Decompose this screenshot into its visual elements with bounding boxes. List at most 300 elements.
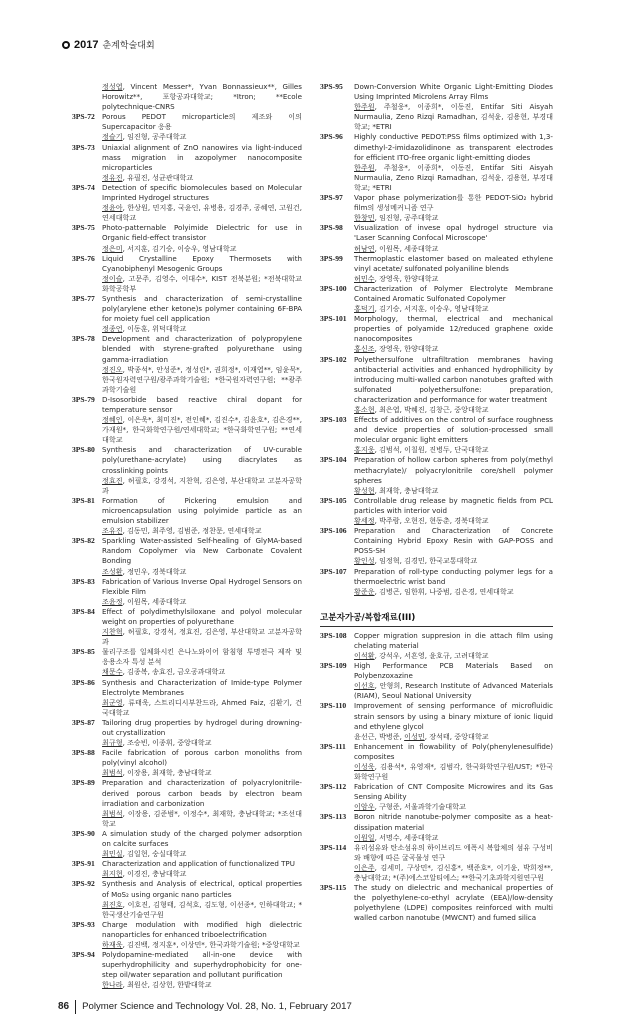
entry-code: 3PS-109 (320, 661, 347, 671)
entry-title: The study on dielectric and mechanical properties of the polyethylene-co-ethyl acrylate (EEA)/low-density polyethylene (LDPE) composites reinforced with multi walled carbon nanotube (MWCNT) and fumed silica (354, 883, 553, 923)
author-affiliations: , 고문주, 김영수, 이대수*, KIST 전북분원; *전북대학교 화학공학부 (102, 273, 302, 293)
abstract-entry (320, 843, 553, 883)
entry-body (102, 143, 302, 183)
presenting-author: 지찬혁 (102, 627, 123, 637)
abstract-entry (320, 742, 553, 782)
entry-body (354, 223, 553, 253)
entry-body (102, 950, 302, 990)
entry-title: Preparation of roll-type conducting polymer legs for a thermoelectric wrist band (354, 566, 553, 586)
entry-authors (354, 681, 553, 701)
abstract-entry (72, 920, 302, 950)
abstract-entry (320, 193, 553, 223)
entry-body (354, 742, 553, 782)
entry-title: Synthesis and Characterization of Imide-type Polymer Electrolyte Membranes (102, 677, 302, 697)
entry-body (354, 193, 553, 223)
abstract-entry (72, 718, 302, 748)
entry-title: Controllable drug release by magnetic fields from PCL particles with interior void (354, 495, 553, 515)
entry-body (102, 445, 302, 495)
author-affiliations: , 장영욱, 한양대학교 (374, 344, 439, 354)
entry-title: High Performance PCB Materials Based on Polybenzoxazine (354, 661, 553, 681)
entry-code: 3PS-97 (320, 193, 343, 203)
abstract-entry (320, 132, 553, 193)
presenting-author: 최군영 (102, 697, 123, 707)
entry-title: Thermoplastic elastomer based on maleated ethylene vinyl acetate/ sulfonated polyaniline blends (354, 253, 553, 273)
entry-body (102, 920, 302, 950)
entry-code: 3PS-84 (72, 606, 95, 616)
entry-title: Charge modulation with modified high dielectric nanoparticles for enhanced triboelectrification (102, 919, 302, 939)
author-affiliations: , 김범석, 이칠원, 진병두, 단국대학교 (374, 445, 489, 455)
circle-bullet-icon (62, 41, 70, 49)
entry-code: 3PS-75 (72, 223, 95, 233)
entry-code: 3PS-83 (72, 576, 95, 586)
entry-authors (354, 651, 553, 661)
entry-body (354, 415, 553, 455)
presenting-author: 이성민 (404, 731, 425, 741)
entry-code: 3PS-111 (320, 741, 346, 751)
author-affiliations: , 박종석*, 안성준*, 정성린*, 권희정*, 이재엽**, 임윤묵*, 한국원자력연구원/광주과학기술원; *한국원자력연구원; **광주과학기술원 (102, 364, 302, 394)
entry-code: 3PS-113 (320, 812, 347, 822)
author-affiliations: , 김진백, 정지훈*, 이상민*, 한국과학기술원; *중앙대학교 (122, 939, 300, 949)
entry-code: 3PS-85 (72, 647, 95, 657)
abstract-entry (72, 143, 302, 183)
entry-authors (354, 344, 553, 354)
author-affiliations: , 이장용, 김준범*, 이정수*, 최재학, 충남대학교; *조선대학교 (102, 808, 302, 828)
entry-body (354, 496, 553, 526)
presenting-author: 정종언 (102, 324, 123, 334)
presenting-author: 홍신조 (354, 344, 375, 354)
author-affiliations: , 서명수, 세종대학교 (374, 832, 439, 842)
entry-title: Uniaxial alignment of ZnO nanowires via light-induced mass migration in azopolymer nanocomposite microparticles (102, 142, 302, 172)
author-affiliations: , 김동민, 최주영, 김범준, 정찬문, 연세대학교 (122, 526, 262, 536)
abstract-entry (72, 496, 302, 536)
author-affiliations: , 정민우, 경북대학교 (122, 566, 187, 576)
author-affiliations: , 주철웅*, 이종희*, 이동진, Entifar Siti Aisyah Nurmaulia, Zeno Rizqi Ramadhan, 김석윤, 김용현, 부경대학교; *ETRI (354, 162, 553, 192)
abstract-entry (320, 883, 553, 923)
entry-code: 3PS-73 (72, 142, 95, 152)
presenting-author: 조성환 (102, 566, 123, 576)
entry-title: Synthesis and characterization of UV-curable poly(urethane-acrylate) using diacrylates as crosslinking points (102, 445, 302, 475)
abstract-entry (72, 879, 302, 919)
entry-body (354, 701, 553, 741)
header-year: 2017 (74, 38, 99, 51)
author-affiliations: , 안형희, Research Institute of Advanced Materials (RIAM), Seoul National University (354, 681, 553, 701)
entry-body (102, 879, 302, 919)
entry-body (102, 294, 302, 334)
entry-title: Fabrication of CNT Composite Microwires and its Gas Sensing Ability (354, 782, 553, 802)
presenting-author: 정효진 (102, 475, 123, 485)
abstract-entry (320, 355, 553, 416)
author-affiliations: , 이은욱*, 최미진*, 전인혜*, 김진수*, 김윤호*, 김은경**, 가재원*, 한국화학연구원/연세대학교; *한국화학연구원; **연세대학교 (102, 415, 302, 445)
entry-body (102, 748, 302, 778)
abstract-entry (320, 782, 553, 812)
entry-code: 3PS-90 (72, 828, 95, 838)
presenting-author: 조윤정 (102, 596, 123, 606)
entry-body (354, 82, 553, 132)
entry-authors (354, 486, 553, 496)
entry-title: Development and characterization of polypropylene blended with styrene-grafted polyurethane using gamma-irradiation (102, 334, 302, 364)
header-title: 춘계학술대회 (102, 41, 155, 51)
abstract-entry (72, 183, 302, 223)
entry-authors (102, 365, 302, 395)
entry-code: 3PS-102 (320, 354, 347, 364)
author-affiliations: , 김종복, 송효진, 금오공과대학교 (122, 667, 226, 677)
entry-body (102, 395, 302, 445)
entry-authors (102, 980, 302, 990)
entry-body (354, 132, 553, 193)
abstract-entry (72, 647, 302, 677)
presenting-author: 하재욱 (102, 939, 123, 949)
entry-code: 3PS-99 (320, 253, 343, 263)
presenting-author: 정윤아 (102, 203, 123, 213)
author-affiliations: , 김세미, 구상민*, 김신홍*, 백준호*, 이기윤, 박희정**, 충남대학교; *(주)에스코알티에스; **한국기초과학지원연구원 (354, 862, 553, 883)
abstract-entry (72, 950, 302, 990)
presenting-author: 정이슬 (102, 273, 123, 283)
entry-code: 3PS-78 (72, 334, 95, 344)
entry-body (354, 661, 553, 701)
entry-authors (354, 732, 553, 742)
entry-code: 3PS-98 (320, 223, 343, 233)
author-affiliations: , 구형준, 서울과학기술대학교 (374, 802, 466, 812)
entry-code: 3PS-103 (320, 415, 347, 425)
entry-authors (102, 849, 302, 859)
author-affiliations: , 류태욱, 스트리디시부찬드라, Ahmed Faiz, 김환기, 건국대학교 (102, 697, 302, 717)
entry-authors (102, 173, 302, 183)
entry-body (354, 883, 553, 923)
author-affiliations: , Vincent Messer*, Yvan Bonnassieux**, Gilles Horowitz**, 포항공과대학교; *Itron; **Ecole polytechnique-CNRS (102, 82, 302, 112)
presenting-author: 채문수 (102, 667, 123, 677)
abstract-entry (72, 112, 302, 142)
entry-authors (354, 405, 553, 415)
entry-code (72, 82, 102, 112)
entry-authors (354, 516, 553, 526)
abstract-entry (320, 455, 553, 495)
entry-code: 3PS-86 (72, 677, 95, 687)
abstract-entry (72, 748, 302, 778)
footer-divider (75, 1000, 76, 1014)
author-affiliations: , 이원목, 세종대학교 (122, 596, 187, 606)
presenting-author: 한주원 (354, 102, 375, 112)
entry-title: Characterization of Polymer Electrolyte Membrane Contained Aromatic Sulfonated Copolymer (354, 283, 553, 303)
author-affiliations: , 조승빈, 이종휘, 중앙대학교 (122, 738, 212, 748)
abstract-entry (72, 334, 302, 395)
entry-body (102, 82, 302, 112)
entry-authors (102, 809, 302, 829)
right-column (320, 82, 553, 924)
author-affiliations: , 최재학, 충남대학교 (374, 485, 439, 495)
author-affiliations: , 허필호, 강경석, 정효진, 김은영, 부산대학교 고분자공학과 (102, 627, 302, 647)
presenting-author: 한나라 (102, 980, 123, 990)
entry-body (354, 526, 553, 566)
presenting-author: 한창민 (354, 213, 375, 223)
abstract-entry (320, 567, 553, 597)
abstract-entry (320, 526, 553, 566)
presenting-author: 정유진 (102, 172, 123, 182)
entry-body (102, 223, 302, 253)
author-affiliations: , 최은엽, 박혜진, 김창근, 중앙대학교 (374, 405, 489, 414)
entry-body (354, 812, 553, 842)
entry-body (354, 455, 553, 495)
journal-info: Polymer Science and Technology Vol. 28, No. 1, February 2017 (82, 1001, 352, 1013)
presenting-author: 이은주 (354, 862, 375, 872)
entry-title: Effect of polydimethylsiloxane and polyol molecular weight on properties of polyurethane (102, 606, 302, 626)
entry-code: 3PS-105 (320, 495, 347, 505)
entry-authors (354, 163, 553, 193)
presenting-author: 최진호 (102, 899, 123, 909)
entry-code: 3PS-82 (72, 536, 95, 546)
abstract-entry (72, 678, 302, 718)
abstract-entry (72, 607, 302, 647)
entry-code: 3PS-91 (72, 859, 95, 869)
entry-title: Synthesis and Analysis of electrical, optical properties of MoS₂ using organic nano particles (102, 879, 302, 899)
entry-title: Down-Conversion White Organic Light-Emitting Diodes Using Imprinted Microlens Array Films (354, 82, 553, 102)
entry-code: 3PS-76 (72, 253, 95, 263)
author-affiliations: , 이원목, 세종대학교 (374, 243, 439, 253)
entry-title: Copper migration suppresion in die attach film using chelating material (354, 630, 553, 650)
abstract-entry (72, 778, 302, 828)
author-affiliations: , 강석우, 서흔영, 윤호규, 고려대학교 (374, 650, 489, 660)
entry-authors (354, 213, 553, 223)
entry-authors (354, 102, 553, 132)
abstract-entry (320, 701, 553, 741)
left-column (72, 82, 302, 990)
entry-code: 3PS-101 (320, 314, 347, 324)
entry-body (354, 355, 553, 416)
presenting-author: 정은미 (102, 243, 123, 253)
author-affiliations: , 허필호, 강경석, 지찬혁, 김은영, 부산대학교 고분자공학과 (102, 475, 302, 495)
entry-authors (102, 768, 302, 778)
entry-code: 3PS-88 (72, 748, 95, 758)
entry-body (102, 536, 302, 576)
entry-body (354, 314, 553, 354)
page-header (62, 38, 155, 51)
entry-title: Effects of additives on the control of surface roughness and device properties of solution-processed small molecular organic light emitters (354, 415, 553, 445)
page-number: 86 (58, 1001, 70, 1013)
abstract-entry (320, 223, 553, 253)
entry-title: Improvement of sensing performance of microfluidic strain sensors by using a binary mixture of ionic liquid and ethylene glycol (354, 701, 553, 731)
entry-title: Fabrication of Various Inverse Opal Hydrogel Sensors on Flexible Film (102, 576, 302, 596)
presenting-author: 허민수 (354, 273, 375, 283)
entry-authors (354, 244, 553, 254)
entry-body (102, 496, 302, 536)
presenting-author: 최민실 (102, 849, 123, 859)
entry-title: Polydopamine-mediated all-in-one device with superhydrophilicity and superhydrophobicity for one-step oil/water separation and pollutant purification (102, 950, 302, 980)
abstract-entry (320, 631, 553, 661)
co-authors: 윤선근, 박병준, (354, 731, 405, 741)
entry-title: Characterization and application of functionalized TPU (102, 859, 295, 869)
entry-code: 3PS-108 (320, 630, 347, 640)
presenting-author: 한주원 (354, 162, 375, 172)
author-affiliations: , 김일현, 숭실대학교 (122, 849, 187, 859)
presenting-author: 이석환 (354, 650, 375, 660)
entry-body (102, 829, 302, 859)
entry-title: Preparation and Characterization of Concrete Containing Hybrid Epoxy Resin with GAP-POSS and POSS-SH (354, 526, 553, 556)
entry-body (102, 859, 302, 879)
entry-code: 3PS-110 (320, 701, 347, 711)
author-affiliations: , 김기승, 서지훈, 이승우, 영남대학교 (374, 304, 489, 314)
presenting-author: 최규형 (102, 738, 123, 748)
entry-authors (102, 698, 302, 718)
entry-code: 3PS-89 (72, 778, 95, 788)
entry-authors (102, 132, 302, 142)
entry-body (102, 678, 302, 718)
entry-title: Highly conductive PEDOT:PSS films optimized with 1,3-dimethyl-2-imidazolidinone as transparent electrodes for efficient ITO-free organic light-emitting diodes (354, 132, 553, 162)
abstract-entry (320, 254, 553, 284)
entry-code: 3PS-81 (72, 495, 95, 505)
entry-title: 유리섬유와 탄소섬유의 하이브리드 에폭시 복합체의 섬유 구성비와 배향에 따른 굴곡물성 연구 (354, 842, 553, 862)
entry-authors (354, 445, 553, 455)
entry-body (354, 782, 553, 812)
entry-code: 3PS-93 (72, 919, 95, 929)
entry-authors (102, 82, 302, 112)
author-affiliations: , 이동훈, 위덕대학교 (122, 324, 187, 334)
author-affiliations: , 유필진, 성균관대학교 (122, 172, 194, 182)
entry-title: Preparation and characterization of polyacrylonitrile-derived porous carbon beads by electron beam irradiation and carbonization (102, 778, 302, 808)
entry-code: 3PS-80 (72, 445, 95, 455)
entry-title: Photo-patternable Polyimide Dielectric for use in Organic field-effect transistor (102, 223, 302, 243)
entry-authors (102, 244, 302, 254)
entry-code: 3PS-104 (320, 455, 347, 465)
entry-code: 3PS-79 (72, 394, 95, 404)
entry-title: Visualization of invese opal hydrogel structure via 'Laser Scanning Confocal Microscope' (354, 223, 553, 243)
entry-authors (102, 940, 302, 950)
author-affiliations: , 박주람, 오현진, 현동춘, 경북대학교 (374, 516, 489, 526)
entry-code: 3PS-114 (320, 842, 347, 852)
entry-authors (102, 526, 302, 536)
entry-body (102, 607, 302, 647)
entry-title: Sparkling Water-assisted Self-healing of GlyMA-based Random Copolymer via New Carbonate Covalent Bonding (102, 536, 302, 566)
entry-body (354, 284, 553, 314)
abstract-entry (72, 254, 302, 294)
entry-title: D-Isosorbide based reactive chiral dopant for temperature sensor (102, 394, 302, 414)
entry-code: 3PS-115 (320, 883, 347, 893)
entry-title: 물리구조를 일체화시킨 은나노와이어 함침형 투명전극 제작 및 응용소자 특성 분석 (102, 647, 302, 667)
entry-authors (102, 324, 302, 334)
entry-code: 3PS-74 (72, 182, 95, 192)
presenting-author: 홍소현 (354, 405, 375, 414)
entry-body (354, 254, 553, 284)
entry-authors (354, 833, 553, 843)
presenting-author: 황성현 (354, 485, 375, 495)
presenting-author: 정혜인 (102, 415, 123, 425)
abstract-entry (320, 82, 553, 132)
author-affiliations: , 이장용, 최재학, 충남대학교 (122, 768, 212, 778)
author-affiliations: , 한상원, 민지홍, 국윤인, 유병용, 김경주, 공혜연, 고원건, 연세대학교 (102, 203, 302, 223)
entry-title: Liquid Crystalline Epoxy Thermosets with Cyanobiphenyl Mesogenic Groups (102, 253, 302, 273)
entry-authors (354, 274, 553, 284)
presenting-author: 정성엽 (102, 82, 123, 91)
entry-body (102, 183, 302, 223)
entry-title: Synthesis and characterization of semi-crystalline poly(arylene ether ketone)s polymer containing 6F-BPA for moiety fuel cell application (102, 293, 302, 324)
presenting-author: 이암우 (354, 802, 375, 812)
presenting-author: 최범석 (102, 808, 123, 818)
entry-title: A simulation study of the charged polymer adsorption on calcite surfaces (102, 828, 302, 849)
entry-title: Formation of Pickering emulsion and microencapsulation using polyimide particle as an emulsion stabilizer (102, 495, 302, 526)
entry-code: 3PS-77 (72, 293, 95, 303)
abstract-entry (72, 859, 302, 879)
entry-title: Polyethersulfone ultrafiltration membranes having antibacterial activities and enhanced hydrophilicity by introducing multi-walled carbon nanotubes grafted with sulfonated polyethersulfone: preparation, characterization and performance for water treatment (354, 354, 553, 404)
presenting-author: 정슬기 (102, 132, 123, 142)
abstract-entry (72, 395, 302, 445)
abstract-entry (320, 661, 553, 701)
entry-authors (102, 274, 302, 294)
presenting-author: 허남연 (354, 243, 375, 253)
entry-body (102, 254, 302, 294)
entry-code: 3PS-106 (320, 526, 347, 536)
entry-title: Vapor phase polymerization를 통한 PEDOT-SiO₂ hybrid film의 생성메커니즘 연구 (354, 193, 553, 213)
entry-authors (102, 900, 302, 920)
presenting-author: 조유진 (102, 526, 123, 536)
columns (72, 82, 622, 990)
abstract-entry (320, 496, 553, 526)
presenting-author: 이원일 (354, 832, 375, 842)
author-affiliations: , 김용석*, 유영재*, 김범각, 한국화학연구원/UST; *한국화학연구원 (354, 762, 553, 782)
abstract-entry (72, 294, 302, 334)
entry-authors (102, 869, 302, 879)
entry-authors (102, 667, 302, 677)
entry-title: Tailoring drug properties by hydrogel during drowning-out crystallization (102, 717, 302, 737)
presenting-author: 최지현 (102, 869, 123, 879)
entry-body (102, 647, 302, 677)
author-affiliations: , 이호진, 김형태, 김석호, 김도형, 이선종*, 인하대학교; *한국생산기술연구원 (102, 899, 302, 919)
entry-authors (102, 203, 302, 223)
section-heading: 고분자가공/복합재료(III) (320, 612, 553, 627)
entry-body (102, 778, 302, 828)
author-affiliations: , 임진형, 공주대학교 (122, 132, 187, 142)
entry-authors (354, 762, 553, 782)
entry-authors (102, 738, 302, 748)
entry-authors (102, 627, 302, 647)
presenting-author: 이선호 (354, 681, 375, 691)
author-affiliations: , 김병곤, 임한휘, 나중범, 김은경, 연세대학교 (374, 586, 514, 596)
entry-authors (102, 476, 302, 496)
presenting-author: 황인성 (354, 556, 375, 566)
author-affiliations: , 장영욱, 한양대학교 (374, 273, 439, 283)
entry-body (102, 334, 302, 395)
author-affiliations: , 주철웅*, 이종희*, 이동진, Entifar Siti Aisyah Nurmaulia, Zeno Rizqi Ramadhan, 김석윤, 김용현, 부경대학교; *ETRI (354, 102, 553, 132)
entry-authors (354, 304, 553, 314)
entry-title: Enhancement in flowability of Poly(phenylenesulfide) composites (354, 741, 553, 761)
abstract-entry (72, 577, 302, 607)
presenting-author: 홍지웅 (354, 445, 375, 455)
abstract-entry (72, 82, 302, 112)
entry-authors (102, 415, 302, 445)
presenting-author: 정진오 (102, 364, 123, 374)
entry-authors (102, 597, 302, 607)
author-affiliations: , 임정혁, 김경민, 한국교통대학교 (374, 556, 478, 566)
entry-title: Detection of specific biomolecules based on Molecular Imprinted Hydrogel structures (102, 182, 302, 203)
presenting-author: 황준운 (354, 586, 375, 596)
author-affiliations: , 장석태, 중앙대학교 (424, 731, 489, 741)
abstract-entry (320, 812, 553, 842)
entry-authors (354, 556, 553, 566)
entry-code: 3PS-112 (320, 782, 347, 792)
abstract-entry (320, 314, 553, 354)
entry-body (354, 843, 553, 883)
entry-authors (102, 567, 302, 577)
page-footer (58, 1000, 622, 1014)
entry-title: Facile fabrication of porous carbon monoliths from poly(vinyl alcohol) (102, 748, 302, 768)
entry-code: 3PS-94 (72, 950, 95, 960)
entry-body (102, 112, 302, 142)
entry-title: Boron nitride nanotube-polymer composite as a heat-dissipation material (354, 812, 553, 832)
abstract-entry (72, 536, 302, 576)
entry-body (354, 631, 553, 661)
abstract-entry (72, 223, 302, 253)
presenting-author: 황세정 (354, 516, 375, 526)
entry-body (102, 577, 302, 607)
entry-authors (354, 863, 553, 883)
entry-code: 3PS-92 (72, 879, 95, 889)
